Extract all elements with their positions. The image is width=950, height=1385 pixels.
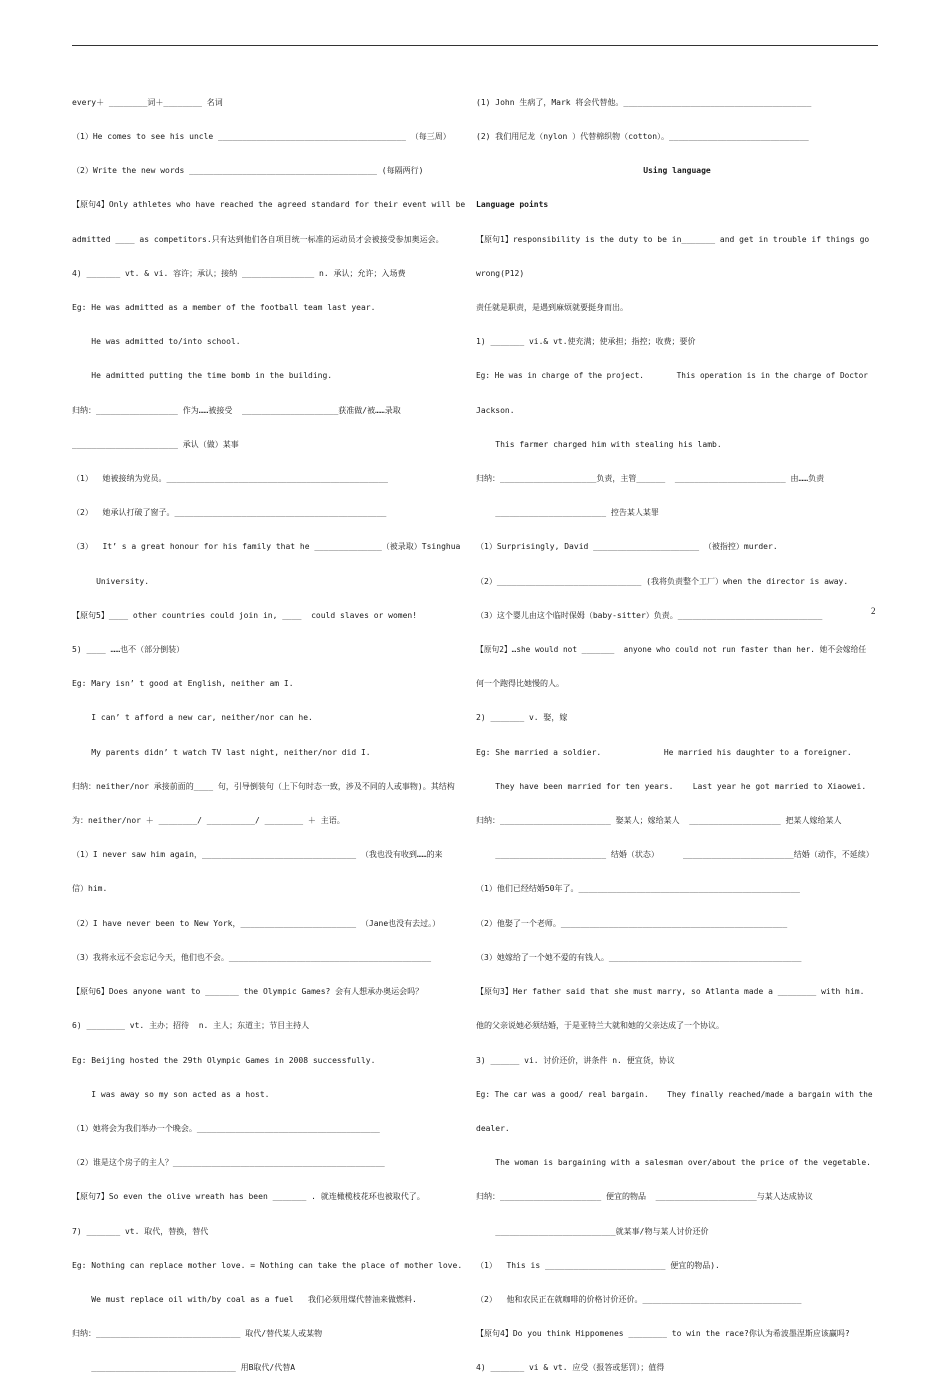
text-line: （2）谁是这个房子的主人？____________________________________________ [72,1158,385,1168]
text-line: They have been married for ten years. Last year he got married to Xiaowei. [476,781,867,791]
text-line: 3) ______ vi. 讨价还价，讲条件 n. 便宜货，协议 [476,1055,675,1065]
text-line: He admitted putting the time bomb in the building. [72,371,333,381]
text-line: 【原句3】Her father said that she must marry, so Atlanta made a ________ with him. [476,987,865,997]
text-line: 【原句6】Does anyone want to _______ the Olympic Games? 会有人想承办奥运会吗？ [72,987,424,997]
text-line: 归纳：____________________负责，主管______ _______________________ 由……负责 [476,474,825,484]
text-line: （1）她将会为我们举办一个晚会。______________________________________ [72,1123,380,1133]
text-line: Eg: Beijing hosted the 29th Olympic Games in 2008 successfully. [72,1055,376,1065]
text-line: My parents didn’ t watch TV last night, neither/nor did I. [72,747,371,757]
text-line: Eg: Nothing can replace mother love. = Nothing can take the place of mother love. [72,1260,463,1270]
text-line: I was away so my son acted as a host. [72,1089,270,1099]
text-line: I can’ t afford a new car, neither/nor can he. [72,713,313,723]
text-line: 何一个跑得比她慢的人。 [476,679,564,689]
text-line: Eg: She married a soldier. He married his daughter to a foreigner. [476,747,852,757]
right-column [476,74,878,1385]
header-rule [72,45,878,46]
text-line: every＋ ________词＋________ 名词 [72,97,223,107]
text-line: （2） 他和农民正在就咖啡的价格讨价还价。_________________________________ [476,1294,802,1304]
text-line: dealer. [476,1123,510,1133]
text-line: Eg: The car was a good/ real bargain. They finally reached/made a bargain with the [476,1089,873,1099]
text-line: （3）我将永远不会忘记今天，他们也不会。__________________________________________ [72,952,432,962]
text-line: 【原句5】____ other countries could join in, ____ could slaves or women! [72,610,418,620]
text-line: 归纳：_________________ 作为……被接受 ____________________获准做/被……录取 [72,405,401,415]
text-line: wrong(P12) [476,268,525,278]
text-line: （2）______________________________ (我将负责整个工厂）when the director is away. [476,576,849,586]
text-line: 信）him. [72,884,108,894]
text-line: 归纳：_______________________ 娶某人；嫁给某人 ___________________ 把某人嫁给某人 [476,816,842,826]
text-line: (2) 我们用尼龙（nylon ）代替棉织物（cotton）。_____________________________ [476,132,809,142]
text-line: 为：neither/nor ＋ ________/ __________/ ________ ＋ 主语。 [72,816,345,826]
text-line: He was admitted to/into school. [72,337,241,347]
text-line: Eg: He was admitted as a member of the football team last year. [72,303,376,313]
text-line: （1） 她被接纳为党员。______________________________________________ [72,474,389,484]
text-line: We must replace oil with/by coal as a fuel 我们必须用煤代替油来做燃料. [72,1294,417,1304]
text-line: 4) _______ vt. & vi. 容许；承认；接纳 _______________ n. 承认；允许；入场费 [72,268,406,278]
left-column [72,74,475,1385]
text-line: Eg: He was in charge of the project. This operation is in the charge of Doctor [476,371,868,381]
text-line: 6) ________ vt. 主办；招待 n. 主人；东道主；节目主持人 [72,1021,310,1031]
text-line: （3）这个婴儿由这个临时保姆（baby-sitter）负责。______________________________ [476,610,823,620]
text-line: 1) _______ vi.& vt.使充满；使承担；指控；收费；要价 [476,337,696,347]
text-line: _______________________ 结婚（状态） _______________________结婚（动作，不延续） [476,850,874,860]
text-line: 归纳：_____________________ 便宜的物品 _____________________与某人达成协议 [476,1192,813,1202]
text-line: This farmer charged him with stealing his lamb. [476,439,722,449]
text-line: The woman is bargaining with a salesman over/about the price of the vegetable. [476,1158,871,1168]
text-line: 【原句1】responsibility is the duty to be in_______ and get in trouble if things go [476,234,870,244]
text-line: （1）Surprisingly, David ______________________ （被指控）murder. [476,542,778,552]
text-line: ______________________ 承认（做）某事 [72,439,239,449]
text-line: 【原句4】Do you think Hippomenes ________ to win the race?你认为希波墨涅斯应该赢吗? [476,1329,850,1339]
section-heading: Using language [643,166,711,176]
text-line: ______________________________ 用B取代/代替A [72,1363,296,1373]
page-number: 2 [871,606,876,616]
text-line: （1） This is _________________________ 便宜的物品). [476,1260,720,1270]
text-line: （2） 她承认打破了窗子。____________________________________________ [72,508,387,518]
text-line: 归纳：neither/nor 承接前面的____ 句，引导倒装句（上下句时态一致，涉及不同的人或事物)。其结构 [72,781,455,791]
text-line: （3）她嫁给了一个她不爱的有钱人。________________________________________ [476,952,802,962]
text-line: 【原句7】So even the olive wreath has been _______ . 就连橄榄枝花环也被取代了。 [72,1192,425,1202]
text-line: _______________________ 控告某人某罪 [476,508,659,518]
text-line: Jackson. [476,405,515,415]
text-line: 5) ____ ……也不（部分倒装） [72,645,185,655]
text-line: Eg: Mary isn’ t good at English, neither am I. [72,679,294,689]
text-line: admitted ____ as competitors.只有达到他们各自项目统一标准的运动员才会被接受参加奥运会。 [72,234,444,244]
text-line: （3） It’ s a great honour for his family that he ______________（被录取）Tsinghua [72,542,461,552]
text-line: （2）他娶了一个老师。_______________________________________________ [476,918,788,928]
text-line: 【原句2】…she would not _______ anyone who could not run faster than her. 她不会嫁给任 [476,645,867,655]
text-line: 2) _______ v. 娶，嫁 [476,713,568,723]
text-line: University. [72,576,150,586]
text-line: 他的父亲说她必须结婚，于是亚特兰大就和她的父亲达成了一个协议。 [476,1021,724,1031]
text-line: 4) _______ vi & vt. 应受（报答或惩罚）；值得 [476,1363,665,1373]
text-line: 责任就是职责，是遇到麻烦就要挺身而出。 [476,303,628,313]
text-line: （2）I have never been to New York，________________________ （Jane也没有去过。） [72,918,441,928]
text-line: (1) John 生病了，Mark 将会代替他。_______________________________________ [476,97,812,107]
text-line: 【原句4】Only athletes who have reached the agreed standard for their event will be [72,200,466,210]
text-line: 7) _______ vt. 取代，替换，替代 [72,1226,209,1236]
text-line: （2）Write the new words _______________________________________ (每隔两行) [72,166,424,176]
text-line: _________________________就某事/物与某人讨价还价 [476,1226,709,1236]
subsection-heading: Language points [476,200,549,210]
text-line: （1）I never saw him again，________________________________ （我也没有收到……的来 [72,850,443,860]
text-line: （1）He comes to see his uncle _______________________________________ （每三周） [72,132,451,142]
text-line: （1）他们已经结婚50年了。______________________________________________ [476,884,801,894]
text-line: 归纳：______________________________ 取代/替代某人或某物 [72,1329,323,1339]
